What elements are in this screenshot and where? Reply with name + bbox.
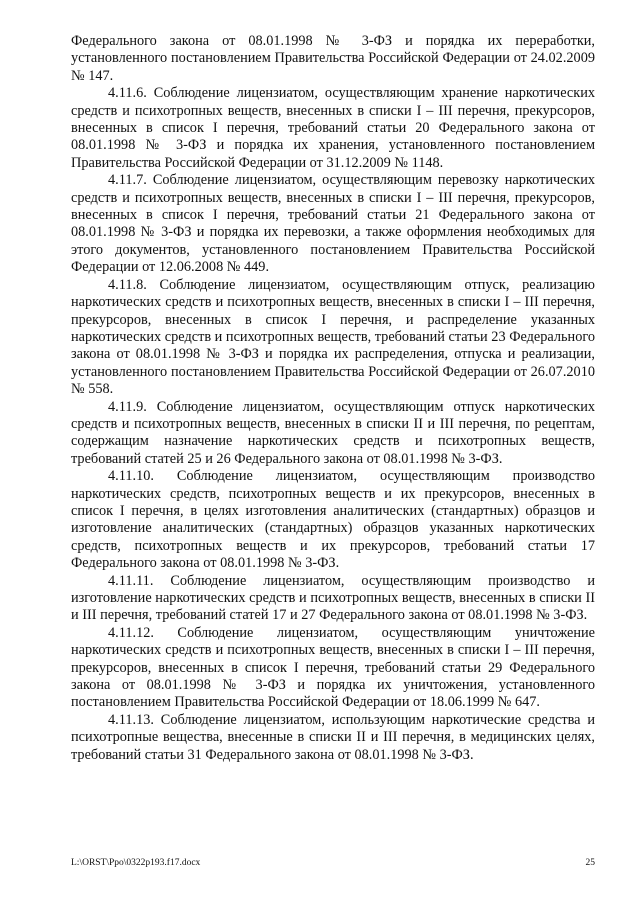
document-body — [71, 33, 595, 764]
paragraph-4-11-7: 4.11.7. Соблюдение лицензиатом, осуществляющим перевозку наркотических средств и психотропных веществ, внесенных в списки I – III перечня, прекурсоров, внесенных в список I перечня, требований статьи 21 Федерального закона от 08.01.1998 № 3-ФЗ и порядка их перевозки, а также оформления необходимых для этого документов, установленного постановлением Правительства Российской Федерации от 12.06.2008 № 449. — [71, 172, 595, 276]
paragraph-4-11-8: 4.11.8. Соблюдение лицензиатом, осуществляющим отпуск, реализацию наркотических средств и психотропных веществ, внесенных в списки I – III перечня, прекурсоров, внесенных в список I перечня, и распределение указанных наркотических средств и психотропных веществ, требований статьи 23 Федерального закона от 08.01.1998 № 3-ФЗ и порядка их распределения, отпуска и реализации, установленного постановлением Правительства Российской Федерации от 26.07.2010 № 558. — [71, 276, 595, 398]
paragraph-continuation: Федерального закона от 08.01.1998 № 3-ФЗ и порядка их переработки, установленного постановлением Правительства Российской Федерации от 24.02.2009 № 147. — [71, 33, 595, 84]
footer-page-number: 25 — [585, 858, 595, 868]
footer-file-path: L:\ORST\Ppo\0322p193.f17.docx — [71, 858, 201, 868]
paragraph-4-11-11: 4.11.11. Соблюдение лицензиатом, осуществляющим производство и изготовление наркотических средств и психотропных веществ, внесенных в списки II и III перечня, требований статей 17 и 27 Федерального закона от 08.01.1998 № 3-ФЗ. — [71, 572, 595, 624]
paragraph-4-11-12: 4.11.12. Соблюдение лицензиатом, осуществляющим уничтожение наркотических средств и психотропных веществ, внесенных в списки I – III перечня, прекурсоров, внесенных в список I перечня, требований статьи 29 Федерального закона от 08.01.1998 № 3-ФЗ и порядка их уничтожения, установленного постановлением Правительства Российской Федерации от 18.06.1999 № 647. — [71, 624, 595, 711]
paragraph-4-11-6: 4.11.6. Соблюдение лицензиатом, осуществляющим хранение наркотических средств и психотропных веществ, внесенных в списки I – III перечня, прекурсоров, внесенных в список I перечня, требований статьи 20 Федерального закона от 08.01.1998 № 3-ФЗ и порядка их хранения, установленного постановлением Правительства Российской Федерации от 31.12.2009 № 1148. — [71, 85, 595, 171]
paragraph-4-11-13: 4.11.13. Соблюдение лицензиатом, использующим наркотические средства и психотропные вещества, внесенные в списки II и III перечня, в медицинских целях, требований статьи 31 Федерального закона от 08.01.1998 № 3-ФЗ. — [71, 711, 595, 763]
paragraph-4-11-10: 4.11.10. Соблюдение лицензиатом, осуществляющим производство наркотических средств, психотропных веществ и их прекурсоров, внесенных в список I перечня, в целях изготовления аналитических (стандартных) образцов и изготовление аналитических (стандартных) образцов указанных наркотических средств, психотропных веществ и их прекурсоров, требований статьи 17 Федерального закона от 08.01.1998 № 3-ФЗ. — [71, 468, 595, 572]
paragraph-4-11-9: 4.11.9. Соблюдение лицензиатом, осуществляющим отпуск наркотических средств и психотропных веществ, внесенных в списки II и III перечня, по рецептам, содержащим назначение наркотических средств и психотропных веществ, требований статей 25 и 26 Федерального закона от 08.01.1998 № 3-ФЗ. — [71, 398, 595, 467]
